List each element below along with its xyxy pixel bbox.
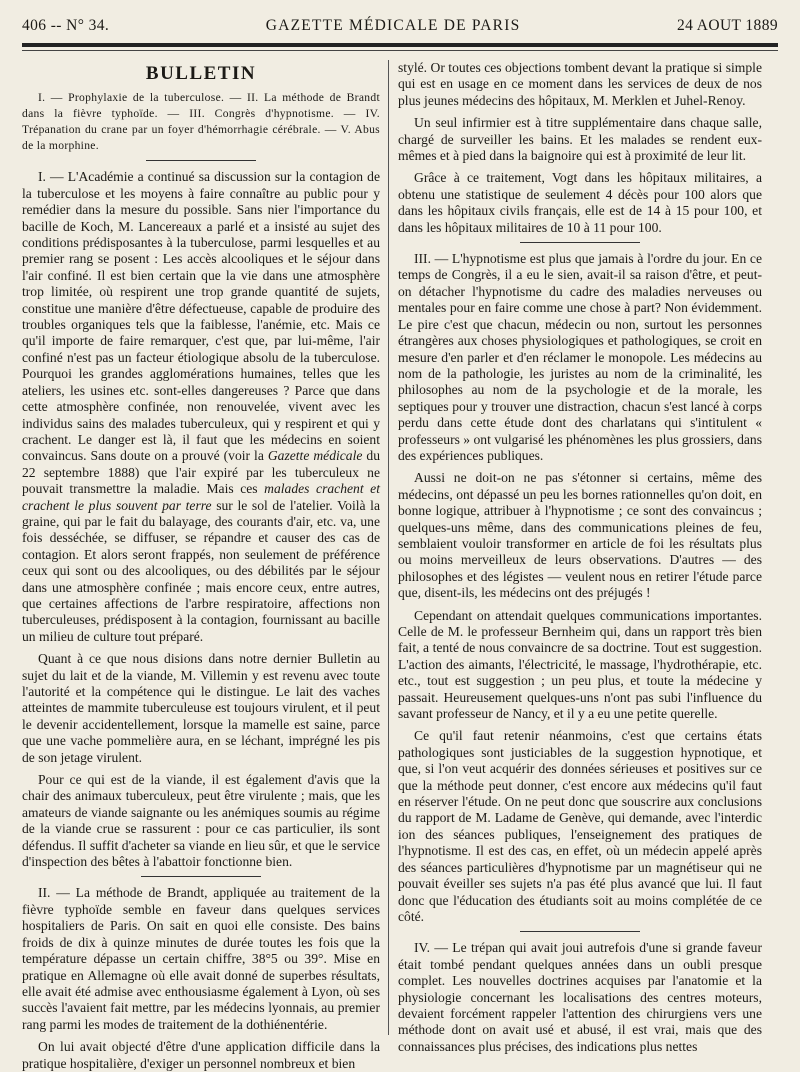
paragraph-tuberculosis — [22, 169, 380, 645]
paragraph-convinced: Aussi ne doit-on ne pas s'étonner si certains, même des médecins, ont dépassé un peu les bornes rationnelles qu'on doit, en bonne logique, attribuer à l'hypnotisme ; ce sont des convaincus ; quelques-uns même, dans des communications pleines de feu, semblaient vouloir transformer en article de foi les résultats plus ou moins merveilleux de leurs observations. D'autres — des philosophes et des légistes — veulent nous en retirer l'étude parce que, disent-ils, les médecins ont des préjugés ! — [398, 470, 762, 601]
text-run: du 22 septembre 1888) que l'air expiré par les tuberculeux ne pouvait transmettre la maladie. Mais ces — [22, 448, 380, 497]
paragraph-brandt-method: II. — La méthode de Brandt, appliquée au traitement de la fièvre typhoïde semble en faveur dans quelques services hospitaliers de Paris. On sait en quoi elle consiste. Des bains froids de dix à quinze minutes de durée toutes les fois que la température dépasse un certain chiffre, 38°5 ou 39°. Mise en pratique en Allemagne où elle avait donné de superbes résultats, elle avait été admise avec enthousiasme également à Lyon, où ses succès l'avaient fait mettre, par les médecins lyonnais, au premier rang parmi les modes de traitement de la dothiénentérie. — [22, 885, 380, 1032]
column-separator — [388, 60, 389, 1035]
paragraph-hypnotism: III. — L'hypnotisme est plus que jamais à l'ordre du jour. En ce temps de Congrès, il a eu le sien, avait-il sa raison d'être, et peut-on détacher l'hypnotisme du cadre des maladies nerveuses ou mentales pour en faire comme une chose à part? Non évidemment. Le pire c'est que chacun, médecin ou non, surtout les personnes étrangères aux choses physiologiques et pathologiques, se croit en mesure d'en parler et d'en réclamer le monopole. Les médecins au nom de la pathologie, les juristes au nom de la criminalité, les philosophes au nom de la psychologie et de la morale, les septiques pour y trouver une distraction, chacun s'est lancé à corps perdu dans cette étude dont des charlatans qui s'intitulent « professeurs » ont vulgarisé les phénomènes les plus grossiers, dans des expériences publiques. — [398, 251, 762, 463]
section-rule — [520, 931, 640, 932]
header-rule-thick — [22, 43, 778, 47]
paragraph-milk-meat: Quant à ce que nous disions dans notre dernier Bulletin au sujet du lait et de la viande, M. Villemin y est revenu avec toute l'autorité et la compétence qui le distingue. Le lait des vaches atteintes de mammite tuberculeuse est toujours virulent, et il peut le devenir accidentellement, lorsque la mamelle est saine, parce que une vache pommelière aura, en se léchant, imprégné les pis de son jetage virulent. — [22, 651, 380, 765]
text-run: sur le sol de l'atelier. Voilà la graine, qui par le fait du balayage, des courants d'air, etc. va, une fois desséchée, se diffuser, se répandre et causer des cas de contagion. Et alors seront frappés, non seulement de préférence ceux qui sont ou des alcooliques, ou des débilités par le séjour dans une atmosphère confinée ; mais encore ceux, entre autres, que certaines affections de l'arbre respiratoire, affections non tuberculeuses, prédisposent à la contagion, fournissant au bacille un milieu de culture tout préparé. — [22, 497, 380, 644]
page-number: 406 -- N° 34. — [22, 17, 110, 34]
section-rule — [520, 242, 640, 243]
page-header — [22, 14, 778, 38]
bulletin-summary: I. — Prophylaxie de la tuberculose. — II. La méthode de Brandt dans la fièvre typhoïde. — III. Congrès d'hypnotisme. — IV. Trépanation du crane par un foyer d'hémorrhagie cérébrale. — V. Abus de la morphine. — [22, 91, 380, 153]
text-run: I. — L'Académie a continué sa discussion sur la contagion de la tuberculose et les moyens à faire connaître au public pour y remédier dans la mesure du possible. Sans nier l'importance du bacille de Koch, M. Lancereaux a parlé et a insisté au sujet des conditions prédisposantes à la tuberculose, parmi lesquelles et au premier rang se posent : Les accès alcooliques et le séjour dans l'air confiné. Il est bien certain que la vie dans une atmosphère trop limitée, où respirent une trop grande quantité de sujets, constitue une manière d'être défectueuse, capable de produire des troubles organiques tels que la faiblesse, l'anémie, etc. Mais ce qu'il importe de faire remarquer, c'est que, par lui-même, l'air confiné n'est pas un facteur étiologique absolu de la tuberculose. Pourquoi les grandes agglomérations humaines, telles que les ateliers, les usines etc. sont-elles dangereuses ? Parce que dans cette atmosphère confinée, non renouvelée, vivent avec les individus sains des malades tuberculeux, qui y respirent et qui y crachent. Le danger est là, il faut que les médecins en soient convaincus. Sans doute on a prouvé (voir la — [22, 169, 380, 464]
paragraph-trepan: IV. — Le trépan qui avait joui autrefois d'une si grande faveur était tombé pendant quelques années dans un oubli presque complet. Les nouvelles doctrines acquises par l'anatomie et la physiologie concernant les localisations des centres moteurs, devaient forcément rappeler l'attention des chirurgiens vers une méthode dont on avait usé et abusé, il est vrai, mais que des connaissances plus précises, des indications plus nettes — [398, 940, 762, 1054]
journal-title: GAZETTE MÉDICALE DE PARIS — [265, 17, 521, 34]
right-column — [398, 60, 762, 1054]
bulletin-title: BULLETIN — [145, 63, 257, 84]
paragraph-meat: Pour ce qui est de la viande, il est également d'avis que la chair des animaux tuberculeux, peut être virulente ; mais, que les amateurs de viande saignante ou les anémiques soumis au régime de la viande crue se rassurent : pour ce cas particulier, ils sont défendus. Il suffit d'acheter sa viande en lieu sûr, et que le service d'inspection des bêtes à l'abattoir fonctionne bien. — [22, 772, 380, 870]
paragraph-conclusions: Ce qu'il faut retenir néanmoins, c'est que certains états pathologiques sont justiciables de la suggestion hypnotique, et que, si l'on veut acquérir des données sérieuses et positives sur ce que la méthode peut donner, c'est encore aux médecins qu'il faut en réserver l'étude. On ne peut donc que souscrire aux conclusions du rapport de M. Ladame de Genève, qui demande, avec l'interdic ion des séances publiques, l'enseignement des pratiques de l'hypnotisme. Il est des cas, en effet, où un médecin appelé après des séances particulières d'hypnotisme par un magnétiseur qui ne pouvait éveiller ses sujets n'a pas été plus avancé que lui. Il faut donc que l'éducation des étudiants soit au moins complétée de ce côté. — [398, 728, 762, 924]
issue-date: 24 AOUT 1889 — [677, 17, 778, 34]
paragraph-bernheim: Cependant on attendait quelques communications importantes. Celle de M. le professeur Bernheim qui, dans un rapport très bien fait, a tenté de nous convaincre de sa doctrine. Tout est suggestion. L'action des aimants, l'électricité, le massage, l'hydrothérapie, etc. etc., tout est suggestion ; un peu plus, et toute la médecine y passait. Heureusement quelques-uns n'ont pas subi l'influence du savant professeur de Nancy, et il y a eu une petite querelle. — [398, 607, 762, 722]
paragraph-objections: On lui avait objecté d'être d'une application difficile dans la pratique hospitalière, d'exiger un personnel nombreux et bien — [22, 1039, 380, 1071]
summary-rule — [146, 160, 256, 161]
italic-emphasis: malades crachent et crachent le plus souvent par terre — [22, 481, 380, 513]
left-column — [22, 60, 380, 1071]
paragraph-statistics: Grâce à ce traitement, Vogt dans les hôpitaux militaires, a obtenu une statistique de seulement 4 décès pour 100 alors que dans les hôpitaux civils français, elle est de 14 à 15 pour 100, et dans les hôpitaux militaires de 10 à 11 pour 100. — [398, 170, 762, 235]
section-rule — [141, 876, 261, 877]
paragraph-continuation: stylé. Or toutes ces objections tombent devant la pratique si simple qui est en usage en ce moment dans les services de deux de nos plus jeunes médecins des hôpitaux, M. Merklen et Juhel-Renoy. — [398, 60, 762, 108]
paragraph-nurse: Un seul infirmier est à titre supplémentaire dans chaque salle, chargé de surveiller les bains. Et les malades se rendent eux-mêmes et à pied dans la baignoire qui est à proximité de leur lit. — [398, 115, 762, 164]
italic-reference: Gazette médicale — [267, 448, 363, 464]
header-rule-thin — [22, 50, 778, 51]
